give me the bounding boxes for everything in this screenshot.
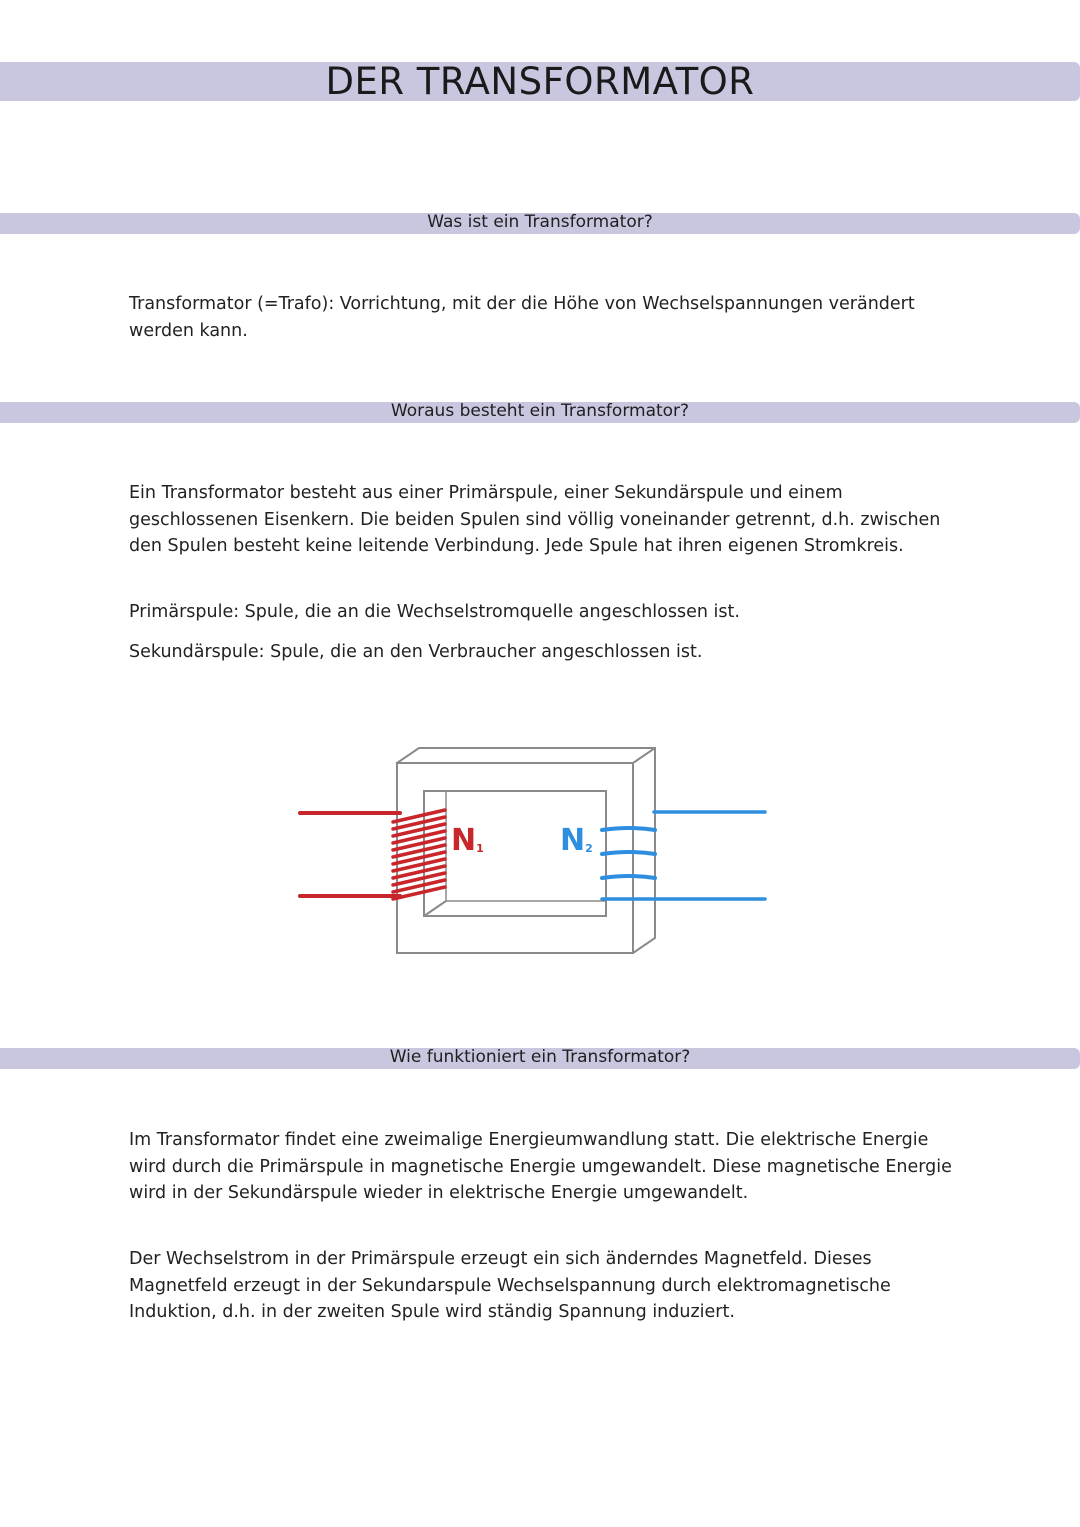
section-heading-3: Wie funktioniert ein Transformator? (389, 1047, 691, 1067)
paragraph-components: Ein Transformator besteht aus einer Primärspule, einer Sekundärspule und einem geschlossenen Eisenkern. Die beiden Spulen sind völlig voneinander getrennt, d.h. zwischen den Spulen besteht keine leitende Verbindung. Jede Spule hat ihren eigenen Stromkreis. (129, 483, 941, 556)
page-title: DER TRANSFORMATOR (325, 60, 755, 103)
paragraph-definition: Transformator (=Trafo): Vorrichtung, mit der die Höhe von Wechselspannungen verändert werden kann. (129, 294, 915, 341)
section-heading-2: Woraus besteht ein Transformator? (390, 401, 690, 421)
section-heading-1: Was ist ein Transformator? (427, 212, 653, 232)
paragraph-energy-conversion: Im Transformator findet eine zweimalige Energieumwandlung statt. Die elektrische Energie wird durch die Primärspule in magnetische Energie umgewandelt. Diese magnetische Energie wird in der Sekundärspule wieder in elektrische Energie umgewandelt. (129, 1130, 952, 1203)
paragraph-induction: Der Wechselstrom in der Primärspule erzeugt ein sich änderndes Magnetfeld. Dieses Magnetfeld erzeugt in der Sekundarspule Wechselspannung durch elektromagnetische Induktion, d.h. in der zweiten Spule wird ständig Spannung induziert. (129, 1249, 891, 1322)
paragraph-secondary-coil: Sekundärspule: Spule, die an den Verbraucher angeschlossen ist. (129, 642, 703, 662)
primary-label: N1 (451, 823, 484, 858)
transformer-diagram (290, 738, 790, 968)
paragraph-primary-coil: Primärspule: Spule, die an die Wechselstromquelle angeschlossen ist. (129, 602, 740, 622)
secondary-label: N2 (560, 823, 593, 858)
